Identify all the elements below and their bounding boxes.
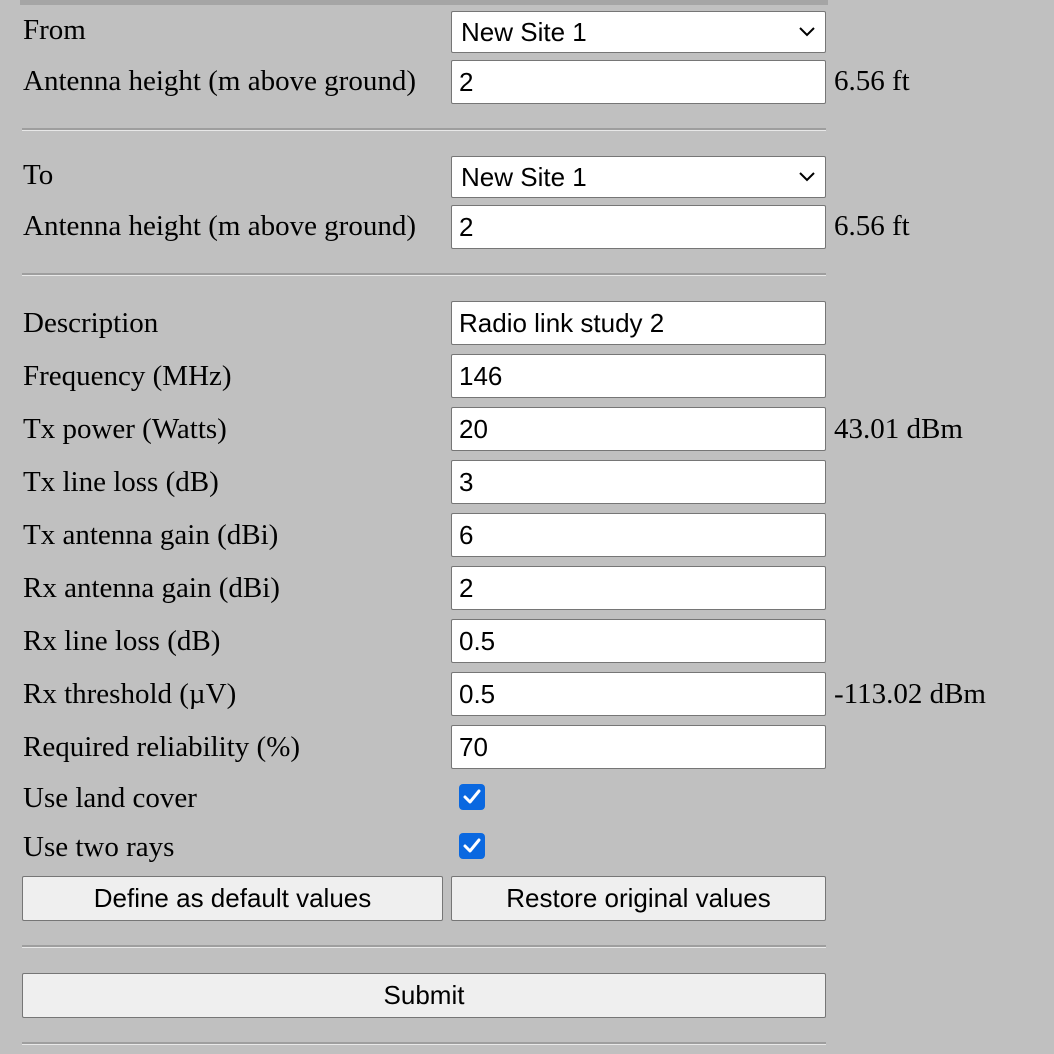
to-antenna-height-ft: 6.56 ft [834, 210, 910, 242]
tx-antenna-gain-input[interactable] [451, 513, 826, 557]
description-input[interactable] [451, 301, 826, 345]
tx-antenna-gain-label: Tx antenna gain (dBi) [23, 519, 279, 551]
chevron-down-icon [798, 169, 816, 183]
divider [22, 128, 826, 131]
restore-original-button[interactable]: Restore original values [451, 876, 826, 921]
divider [22, 945, 826, 948]
required-reliability-label: Required reliability (%) [23, 731, 301, 763]
define-default-button[interactable]: Define as default values [22, 876, 443, 921]
rx-threshold-dbm: -113.02 dBm [834, 678, 986, 710]
tx-power-label: Tx power (Watts) [23, 413, 227, 445]
to-site-select[interactable] [451, 156, 826, 198]
top-border [20, 0, 828, 5]
land-cover-label: Use land cover [23, 782, 197, 814]
rx-antenna-gain-input[interactable] [451, 566, 826, 610]
from-antenna-height-input[interactable] [451, 60, 826, 104]
divider [22, 273, 826, 276]
chevron-down-icon [798, 24, 816, 38]
submit-button[interactable]: Submit [22, 973, 826, 1018]
from-site-value: New Site 1 [461, 17, 587, 47]
description-label: Description [23, 307, 159, 339]
tx-power-dbm: 43.01 dBm [834, 413, 963, 445]
from-label: From [23, 14, 86, 46]
to-label: To [23, 159, 54, 191]
rx-threshold-input[interactable] [451, 672, 826, 716]
tx-line-loss-label: Tx line loss (dB) [23, 466, 219, 498]
rx-line-loss-label: Rx line loss (dB) [23, 625, 221, 657]
to-site-value: New Site 1 [461, 162, 587, 192]
land-cover-checkbox[interactable] [459, 784, 485, 810]
to-antenna-height-label: Antenna height (m above ground) [23, 210, 417, 242]
checkmark-icon [462, 788, 482, 806]
to-antenna-height-input[interactable] [451, 205, 826, 249]
rx-line-loss-input[interactable] [451, 619, 826, 663]
from-site-select[interactable] [451, 11, 826, 53]
frequency-label: Frequency (MHz) [23, 360, 232, 392]
from-antenna-height-label: Antenna height (m above ground) [23, 65, 417, 97]
divider [22, 1042, 826, 1045]
required-reliability-input[interactable] [451, 725, 826, 769]
rx-threshold-label: Rx threshold (µV) [23, 678, 237, 710]
tx-line-loss-input[interactable] [451, 460, 826, 504]
rx-antenna-gain-label: Rx antenna gain (dBi) [23, 572, 280, 604]
checkmark-icon [462, 837, 482, 855]
tx-power-input[interactable] [451, 407, 826, 451]
from-antenna-height-ft: 6.56 ft [834, 65, 910, 97]
two-rays-label: Use two rays [23, 831, 175, 863]
frequency-input[interactable] [451, 354, 826, 398]
two-rays-checkbox[interactable] [459, 833, 485, 859]
